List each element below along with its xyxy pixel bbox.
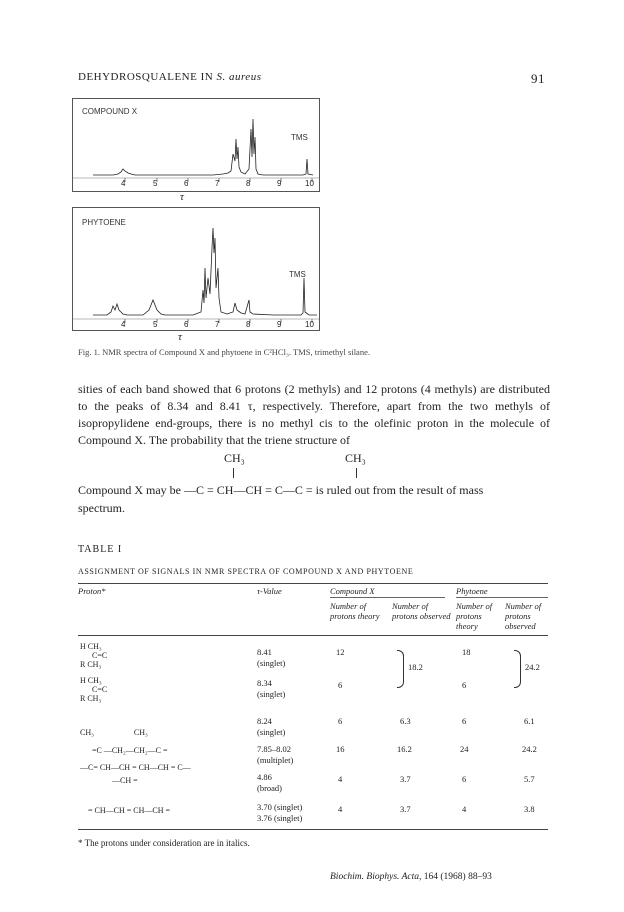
spectrum-label: PHYTOENE xyxy=(82,218,126,227)
formula: —C = CH—CH = C—C = is ruled out from the result of mass xyxy=(184,483,484,497)
tick-label: 6 xyxy=(184,320,189,329)
tick-label: 6 xyxy=(184,179,189,188)
structure-4: =C —CH₂—CH₂—C = xyxy=(92,746,168,755)
table-row: 3.70 (singlet) 3.76 (singlet) xyxy=(257,802,303,823)
tick-label: 4 xyxy=(121,179,126,188)
table-row: 8.24 (singlet) xyxy=(257,716,286,737)
formula-ch3-left: CH₃ xyxy=(224,451,245,465)
subheader-rule xyxy=(456,597,548,598)
cell-combined: 18.2 xyxy=(408,662,423,672)
cell: 6 xyxy=(462,680,467,690)
col-header-cx-observed: Number of protons observed xyxy=(392,601,451,621)
cell: 3.7 xyxy=(400,774,411,784)
col-header-tau: τ-Value xyxy=(257,586,282,596)
table-rule-header xyxy=(78,635,548,636)
cell: 6 xyxy=(338,716,343,726)
cell: 4 xyxy=(462,804,467,814)
formula-ch3-right: CH₃ xyxy=(345,451,366,465)
table-subtitle: ASSIGNMENT OF SIGNALS IN NMR SPECTRA OF COMPOUND X AND PHYTOENE xyxy=(78,567,414,576)
tick-label: 8 xyxy=(246,179,251,188)
table-footnote: * The protons under consideration are in italics. xyxy=(78,838,250,848)
cell: 16 xyxy=(336,744,345,754)
structure-3: CH₃ CH₃ —C= CH—CH = CH—CH = C— xyxy=(80,728,191,772)
axis-label-tau: τ xyxy=(180,191,184,203)
journal-reference: Biochim. Biophys. Acta, 164 (1968) 88–93 xyxy=(330,872,492,882)
brace xyxy=(514,650,521,688)
col-header-phytoene: Phytoene xyxy=(456,586,488,596)
col-header-compound-x: Compound X xyxy=(330,586,375,596)
cell: 6.3 xyxy=(400,716,411,726)
cell: 5.7 xyxy=(524,774,535,784)
structure-1: H CH₃ C=C R CH₃ xyxy=(80,642,108,669)
table-row: 8.34 (singlet) xyxy=(257,678,286,699)
cell: 24 xyxy=(460,744,469,754)
tick-label: 10 xyxy=(305,179,314,188)
table-rule-bottom xyxy=(78,829,548,830)
tick-label: 4 xyxy=(121,320,126,329)
nmr-trace-compound-x xyxy=(73,99,319,191)
cell: 6 xyxy=(462,716,467,726)
spectrum-compound-x xyxy=(72,98,320,192)
structure-2: H CH₃ C=C R CH₃ xyxy=(80,676,108,703)
table-row: 7.85–8.02 (multiplet) xyxy=(257,744,294,765)
brace xyxy=(397,650,404,688)
spectrum-label: COMPOUND X xyxy=(82,107,138,116)
body-paragraph: sities of each band showed that 6 protons (2 methyls) and 12 protons (4 methyls) are distributed to the peaks of 8.34 and 8.41 τ, respectively. Therefore, apart from the two methyls of isopropylidene end-groups, there is no methyl cis to the olefinic proton in the molecule of Compound X. The probability that the triene structure of xyxy=(78,382,550,447)
table-rule-top xyxy=(78,583,548,584)
col-header-ph-theory: Number of protons theory xyxy=(456,601,493,631)
nmr-trace-phytoene xyxy=(73,208,319,330)
subheader-rule xyxy=(330,597,445,598)
tick-label: 8 xyxy=(246,320,251,329)
tms-label: TMS xyxy=(289,270,306,279)
formula-line-end: spectrum. xyxy=(78,501,125,515)
table-title: TABLE I xyxy=(78,544,123,555)
cell: 24.2 xyxy=(522,744,537,754)
col-header-ph-observed: Number of protons observed xyxy=(505,601,542,631)
tick-label: 5 xyxy=(153,320,158,329)
tick-label: 10 xyxy=(305,320,314,329)
tick-label: 7 xyxy=(215,179,220,188)
structure-5: —CH = xyxy=(112,776,138,785)
cell: 16.2 xyxy=(397,744,412,754)
bond-line xyxy=(233,468,234,478)
page-number: 91 xyxy=(531,71,545,86)
cell: 4 xyxy=(338,774,343,784)
cell: 6 xyxy=(338,680,343,690)
running-title: DEHYDROSQUALENE IN S. aureus xyxy=(78,71,262,83)
tick-label: 9 xyxy=(277,179,282,188)
cell: 12 xyxy=(336,647,345,657)
table-row: 8.41 (singlet) xyxy=(257,647,286,668)
structure-6: = CH—CH = CH—CH = xyxy=(88,806,170,815)
figure-caption: Fig. 1. NMR spectra of Compound X and phytoene in C²HCl₃. TMS, trimethyl silane. xyxy=(78,347,370,357)
table-row: 4.86 (broad) xyxy=(257,772,283,793)
cell: 3.7 xyxy=(400,804,411,814)
cell-combined: 24.2 xyxy=(525,662,540,672)
cell: 18 xyxy=(462,647,471,657)
col-header-cx-theory: Number of protons theory xyxy=(330,601,380,621)
tms-label: TMS xyxy=(291,133,308,142)
cell: 6.1 xyxy=(524,716,535,726)
bond-line xyxy=(356,468,357,478)
tick-label: 5 xyxy=(153,179,158,188)
tick-label: 7 xyxy=(215,320,220,329)
cell: 6 xyxy=(462,774,467,784)
spectrum-phytoene xyxy=(72,207,320,331)
cell: 3.8 xyxy=(524,804,535,814)
col-header-proton: Proton* xyxy=(78,586,106,596)
running-title-italic: S. aureus xyxy=(216,71,262,83)
formula-line: Compound X may be —C = CH—CH = C—C = is ruled out from the result of mass xyxy=(78,483,484,497)
tick-label: 9 xyxy=(277,320,282,329)
axis-label-tau: τ xyxy=(178,331,182,343)
cell: 4 xyxy=(338,804,343,814)
